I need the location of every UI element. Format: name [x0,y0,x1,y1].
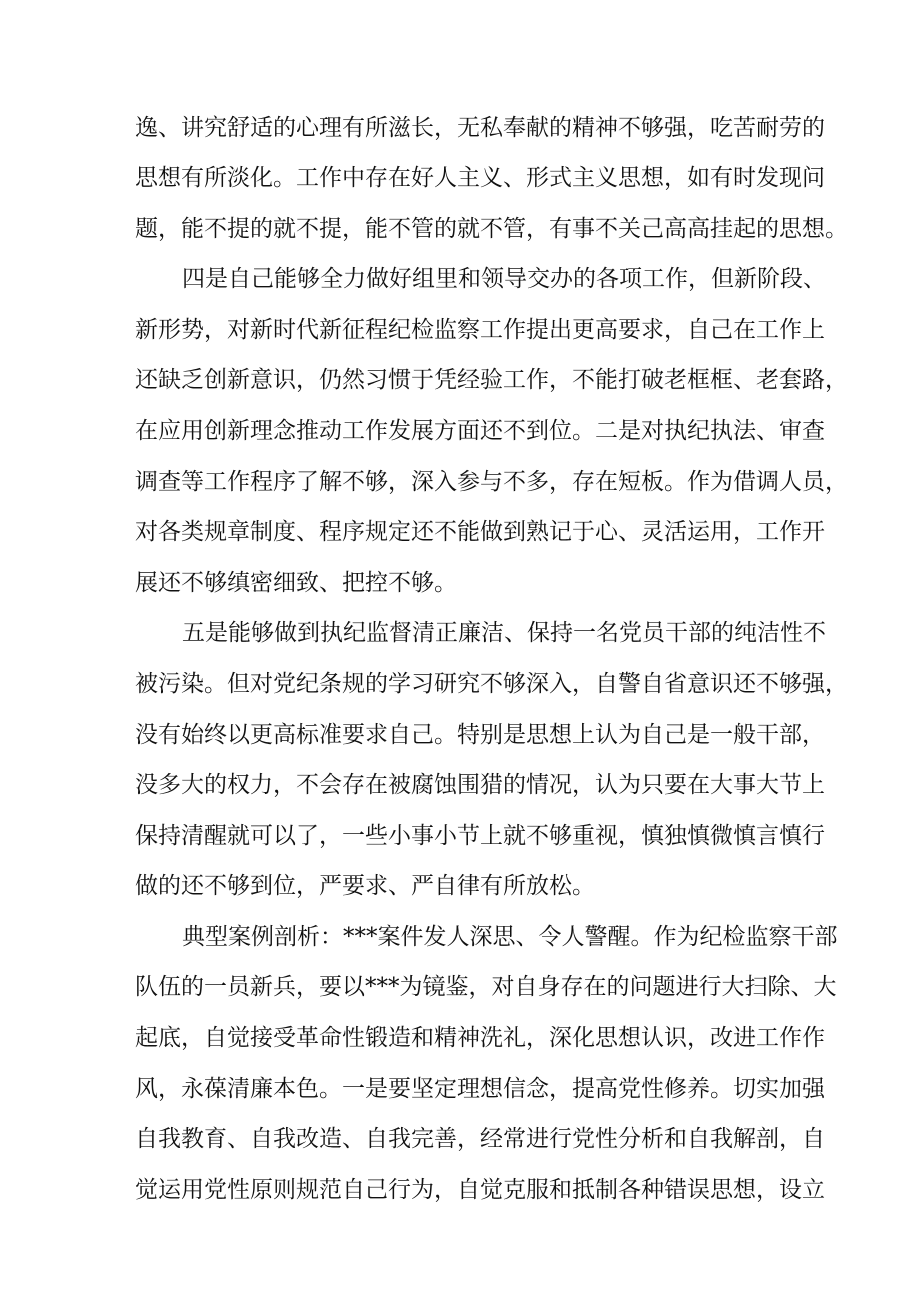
text-line: 起底，自觉接受革命性锻造和精神洗礼，深化思想认识，改进工作作 [135,1025,825,1051]
paragraph-first-line: 五是能够做到执纪监督清正廉洁、保持一名党员干部的纯洁性不 [182,620,826,646]
text-line: 新形势，对新时代新征程纪检监察工作提出更高要求，自己在工作上 [135,317,825,343]
text-line: 队伍的一员新兵，要以***为镜鉴，对自身存在的问题进行大扫除、大 [135,974,837,1000]
text-line: 风，永葆清廉本色。一是要坚定理想信念，提高党性修养。切实加强 [135,1076,825,1102]
text-line: 自我教育、自我改造、自我完善，经常进行党性分析和自我解剖，自 [135,1126,825,1152]
text-line: 没多大的权力，不会存在被腐蚀围猎的情况，认为只要在大事大节上 [135,772,825,798]
paragraph-first-line: 典型案例剖析：***案件发人深思、令人警醒。作为纪检监察干部 [182,924,838,950]
text-line: 觉运用党性原则规范自己行为，自觉克服和抵制各种错误思想，设立 [135,1177,825,1203]
text-line: 逸、讲究舒适的心理有所滋长，无私奉献的精神不够强，吃苦耐劳的 [135,115,825,141]
text-line: 展还不够缜密细致、把控不够。 [135,570,457,596]
text-line: 调查等工作程序了解不够，深入参与不多，存在短板。作为借调人员， [135,469,848,495]
text-line: 被污染。但对党纪条规的学习研究不够深入，自警自省意识还不够强， [135,671,848,697]
text-line: 题，能不提的就不提，能不管的就不管，有事不关己高高挂起的思想。 [135,216,848,242]
text-line: 做的还不够到位，严要求、严自律有所放松。 [135,873,595,899]
text-line: 对各类规章制度、程序规定还不能做到熟记于心、灵活运用，工作开 [135,519,825,545]
paragraph-first-line: 四是自己能够全力做好组里和领导交办的各项工作，但新阶段、 [182,266,826,292]
text-line: 思想有所淡化。工作中存在好人主义、形式主义思想，如有时发现问 [135,165,825,191]
text-line: 在应用创新理念推动工作发展方面还不到位。二是对执纪执法、审查 [135,418,825,444]
text-line: 保持清醒就可以了，一些小事小节上就不够重视，慎独慎微慎言慎行 [135,823,825,849]
text-line: 没有始终以更高标准要求自己。特别是思想上认为自己是一般干部， [135,722,825,748]
text-line: 还缺乏创新意识，仍然习惯于凭经验工作，不能打破老框框、老套路， [135,367,848,393]
